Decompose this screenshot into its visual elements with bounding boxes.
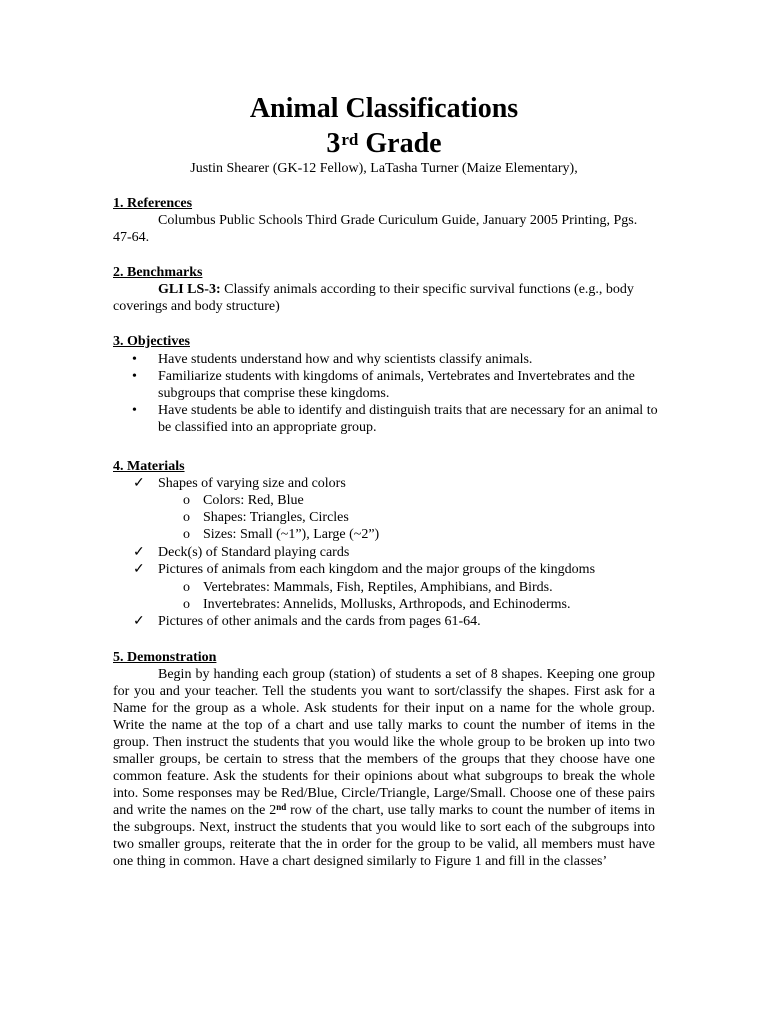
objective-item: [113, 368, 658, 402]
circle-bullet-icon: o: [183, 597, 190, 612]
references-text: Columbus Public Schools Third Grade Curiculum Guide, January 2005 Printing, Pgs. 47-64.: [113, 213, 638, 245]
material-subitem: [113, 579, 570, 596]
material-text: Pictures of other animals and the cards from pages 61-64.: [158, 614, 481, 629]
objective-text: Have students understand how and why scientists classify animals.: [158, 352, 533, 367]
checkmark-icon: ✓: [133, 614, 145, 629]
benchmark-description: Classify animals according to their specific survival functions (e.g., body coverings and body structure): [113, 282, 634, 314]
benchmarks-text: [113, 281, 641, 315]
objective-item: [113, 402, 658, 436]
checkmark-icon: ✓: [133, 545, 145, 560]
bullet-icon: •: [132, 403, 137, 418]
materials-list: [113, 475, 658, 492]
objectives-heading: 3. Objectives: [113, 334, 190, 349]
material-text: Pictures of animals from each kingdom and the major groups of the kingdoms: [158, 562, 596, 577]
objective-item: [113, 351, 658, 368]
materials-list-3: [113, 613, 658, 630]
subtitle-ordinal: rd: [341, 130, 359, 149]
benchmark-code: GLI LS-3:: [158, 282, 221, 297]
circle-bullet-icon: o: [183, 580, 190, 595]
objective-text: Have students be able to identify and distinguish traits that are necessary for an animal to be classified into an appropriate group.: [158, 403, 658, 435]
demonstration-heading: 5. Demonstration: [113, 650, 217, 665]
material-text: Shapes of varying size and colors: [158, 476, 346, 491]
authors-line: Justin Shearer (GK-12 Fellow), LaTasha Turner (Maize Elementary),: [190, 161, 578, 176]
references-heading: 1. References: [113, 196, 193, 211]
subtitle-grade: Grade: [358, 128, 442, 159]
objective-text: Familiarize students with kingdoms of animals, Vertebrates and Invertebrates and the subgroups that comprise these kingdoms.: [158, 369, 635, 401]
demonstration-text-part: row of the chart, use tally marks to count the number of items in the subgroups. Next, instruct the students that you would like to sort each of the subgroups into two smaller groups, reiterate that the in order for the group to be valid, all members must have one thing in common. Have a chart designed similarly to Figure 1 and fill in the classes’: [113, 803, 655, 869]
checkmark-icon: ✓: [133, 476, 145, 491]
material-subtext: Vertebrates: Mammals, Fish, Reptiles, Amphibians, and Birds.: [203, 580, 553, 595]
material-subtext: Invertebrates: Annelids, Mollusks, Arthropods, and Echinoderms.: [203, 597, 571, 612]
page-subtitle: [0, 128, 768, 160]
material-subtext: Colors: Red, Blue: [203, 493, 304, 508]
material-text: Deck(s) of Standard playing cards: [158, 545, 350, 560]
materials-sublist: [113, 492, 379, 543]
demonstration-ordinal: nd: [276, 802, 287, 812]
material-subitem: [113, 526, 379, 543]
material-subtext: Shapes: Triangles, Circles: [203, 510, 349, 525]
benchmarks-heading: 2. Benchmarks: [113, 265, 203, 280]
material-item: [113, 613, 658, 630]
material-subtext: Sizes: Small (~1”), Large (~2”): [203, 527, 380, 542]
objectives-list: [113, 351, 658, 436]
demonstration-text: [113, 666, 655, 870]
demonstration-text-part: Begin by handing each group (station) of students a set of 8 shapes. Keeping one group for you and your teacher. Tell the students you want to sort/classify the shapes. First ask for a Name for the group as a whole. Ask students for their input on a name for the whole group. Write the name at the top of a chart and use tally marks to count the number of items in the group. Then instruct the students that you would like the whole group to be broken up into two smaller groups, be certain to stress that the members of the groups that they choose have one common feature. Ask the students for their opinions about what subgroups to break the whole into. Some responses may be Red/Blue, Circle/Triangle, Large/Small. Choose one of these pairs and write the names on the 2: [113, 667, 655, 818]
material-subitem: [113, 509, 379, 526]
material-item: [113, 475, 658, 492]
checkmark-icon: ✓: [133, 562, 145, 577]
materials-sublist-2: [113, 579, 570, 613]
bullet-icon: •: [132, 369, 137, 384]
circle-bullet-icon: o: [183, 527, 190, 542]
material-item: [113, 544, 658, 561]
circle-bullet-icon: o: [183, 493, 190, 508]
material-item: [113, 561, 658, 578]
circle-bullet-icon: o: [183, 510, 190, 525]
bullet-icon: •: [132, 352, 137, 367]
subtitle-number: 3: [326, 128, 341, 159]
page-title: Animal Classifications: [249, 93, 519, 124]
materials-list-2: [113, 544, 658, 578]
material-subitem: [113, 596, 570, 613]
materials-heading: 4. Materials: [113, 459, 185, 474]
material-subitem: [113, 492, 379, 509]
